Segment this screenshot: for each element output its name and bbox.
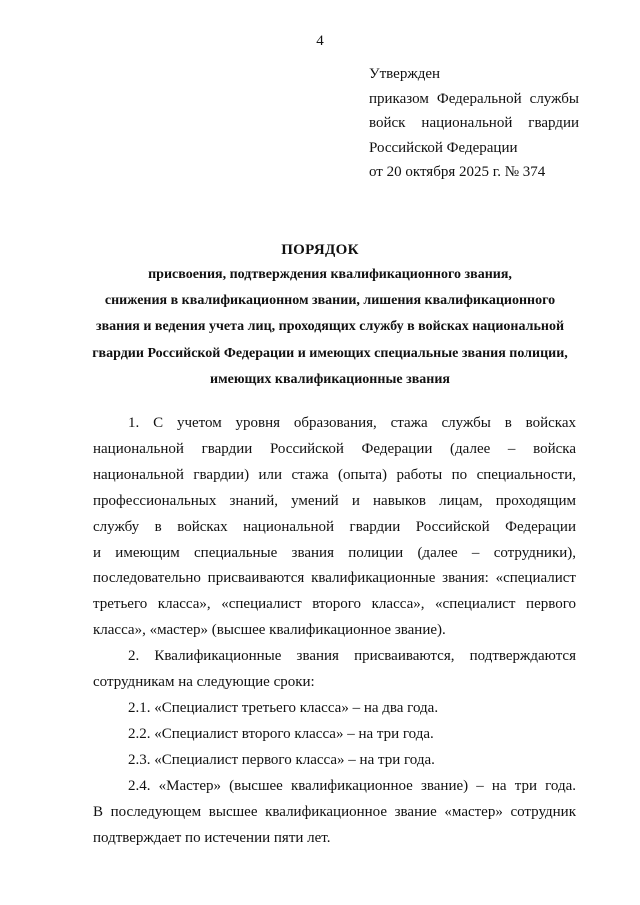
paragraph-1-line: национальной гвардии Российской Федерации (далее – войска bbox=[93, 440, 576, 457]
paragraph-1-line: службу в войсках национальной гвардии Российской Федерации bbox=[93, 518, 576, 535]
item-2-2: 2.2. «Специалист второго класса» – на три года. bbox=[128, 725, 434, 742]
paragraph-1-line: профессиональных знаний, умений и навыков лицам, проходящим bbox=[93, 492, 576, 509]
paragraph-2-line: 2. Квалификационные звания присваиваются, подтверждаются bbox=[128, 648, 576, 665]
item-2-4-line: В последующем высшее квалификационное звание «мастер» сотрудник bbox=[93, 803, 576, 820]
paragraph-1-line: и имеющим специальные звания полиции (далее – сотрудники), bbox=[93, 544, 576, 561]
approval-line: Российской Федерации bbox=[369, 139, 518, 156]
item-2-4-line: подтверждает по истечении пяти лет. bbox=[93, 829, 331, 846]
paragraph-1-line: класса», «мастер» (высшее квалификационное звание). bbox=[93, 622, 446, 639]
document-title: ПОРЯДОК bbox=[281, 242, 359, 258]
page-number: 4 bbox=[316, 33, 324, 49]
approval-block bbox=[369, 62, 579, 185]
subtitle-line: присвоения, подтверждения квалификационного звания, bbox=[148, 267, 512, 282]
paragraph-1-line: последовательно присваиваются квалификационные звания: «специалист bbox=[93, 570, 576, 587]
paragraph-1-line: третьего класса», «специалист второго класса», «специалист первого bbox=[93, 596, 576, 613]
paragraph-2-line: сотрудникам на следующие сроки: bbox=[93, 674, 315, 691]
subtitle-line: звания и ведения учета лиц, проходящих службу в войсках национальной bbox=[95, 319, 565, 335]
subtitle-line: снижения в квалификационном звании, лишения квалификационного bbox=[104, 293, 556, 309]
document-body bbox=[93, 411, 576, 851]
paragraph-1-line: 1. С учетом уровня образования, стажа службы в войсках bbox=[128, 415, 576, 431]
approval-line: Утвержден bbox=[369, 66, 441, 82]
document-subtitle bbox=[80, 262, 580, 393]
paragraph-1-line: национальной гвардии) или стажа (опыта) работы по специальности, bbox=[93, 466, 576, 483]
item-2-4-line: 2.4. «Мастер» (высшее квалификационное звание) – на три года. bbox=[128, 777, 576, 794]
subtitle-line: имеющих квалификационные звания bbox=[210, 371, 450, 387]
item-2-1: 2.1. «Специалист третьего класса» – на два года. bbox=[128, 699, 439, 716]
approval-date-line: от 20 октября 2025 г. № 374 bbox=[369, 164, 546, 181]
approval-line: войск национальной гвардии bbox=[369, 115, 579, 132]
item-2-3: 2.3. «Специалист первого класса» – на три года. bbox=[128, 751, 435, 768]
subtitle-line: гвардии Российской Федерации и имеющих специальные звания полиции, bbox=[92, 345, 568, 361]
approval-line: приказом Федеральной службы bbox=[369, 90, 579, 107]
